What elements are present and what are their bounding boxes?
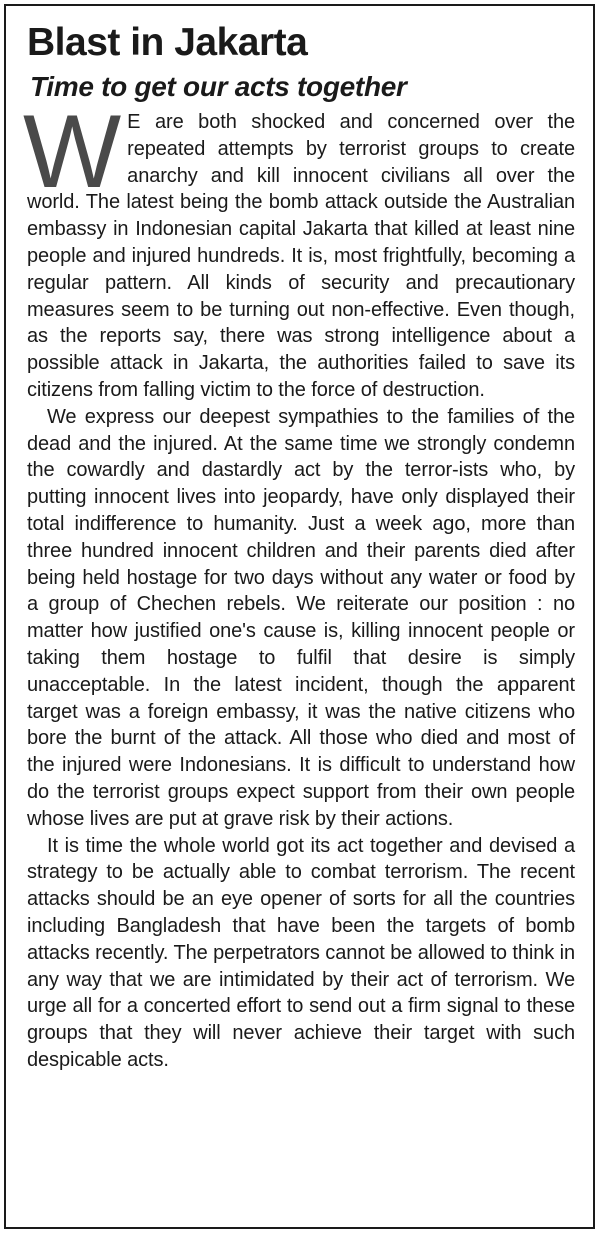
paragraph-2: We express our deepest sympathies to the families of the dead and the injured. At the same time we strongly condemn the cowardly and dastardly act by the terror-ists who, by putting innocent lives into jeopardy, have only displayed their total indifference to humanity. Just a week ago, more than three hundred innocent children and their parents died after being held hostage for two days without any water or food by a group of Chechen rebels. We reiterate our position : no matter how justified one's cause is, killing innocent people or taking them hostage to fulfil that desire is simply unacceptable. In the latest incident, though the apparent target was a foreign embassy, it was the native citizens who bore the burnt of the attack. All those who died and most of the injured were Indonesians. It is difficult to understand how do the terrorist groups expect support from their own people whose lives are put at grave risk by their actions.	[27, 405, 575, 830]
paragraph-3: It is time the whole world got its act together and devised a strategy to be actually able to combat terrorism. The recent attacks should be an eye opener of sorts for all the countries including Bangladesh that have been the targets of bomb attacks recently. The perpetrators cannot be allowed to think in any way that we are intimidated by their act of terrorism. We urge all for a concerted effort to send out a firm signal to these groups that they will never achieve their target with such despicable acts.	[27, 834, 575, 1071]
drop-cap: W	[23, 94, 122, 210]
headline: Blast in Jakarta	[27, 21, 308, 64]
paragraph-1-text: E are both shocked and concerned over the repeated attempts by terrorist groups to create anarchy and kill innocent civilians all over the world. The latest being the bomb attack outside the Australian embassy in Indonesian capital Jakarta that killed at least nine people and injured hundreds. It is, most frightfully, becoming a regular pattern. All kinds of security and precautionary measures seem to be turning out non-effective. Even though, as the reports say, there was strong intelligence about a possible attack in Jakarta, the authorities failed to save its citizens from falling victim to the force of destruction.	[27, 111, 575, 401]
paragraph-1	[23, 94, 575, 404]
subheadline: Time to get our acts together	[30, 71, 407, 102]
editorial-article	[23, 18, 575, 1074]
